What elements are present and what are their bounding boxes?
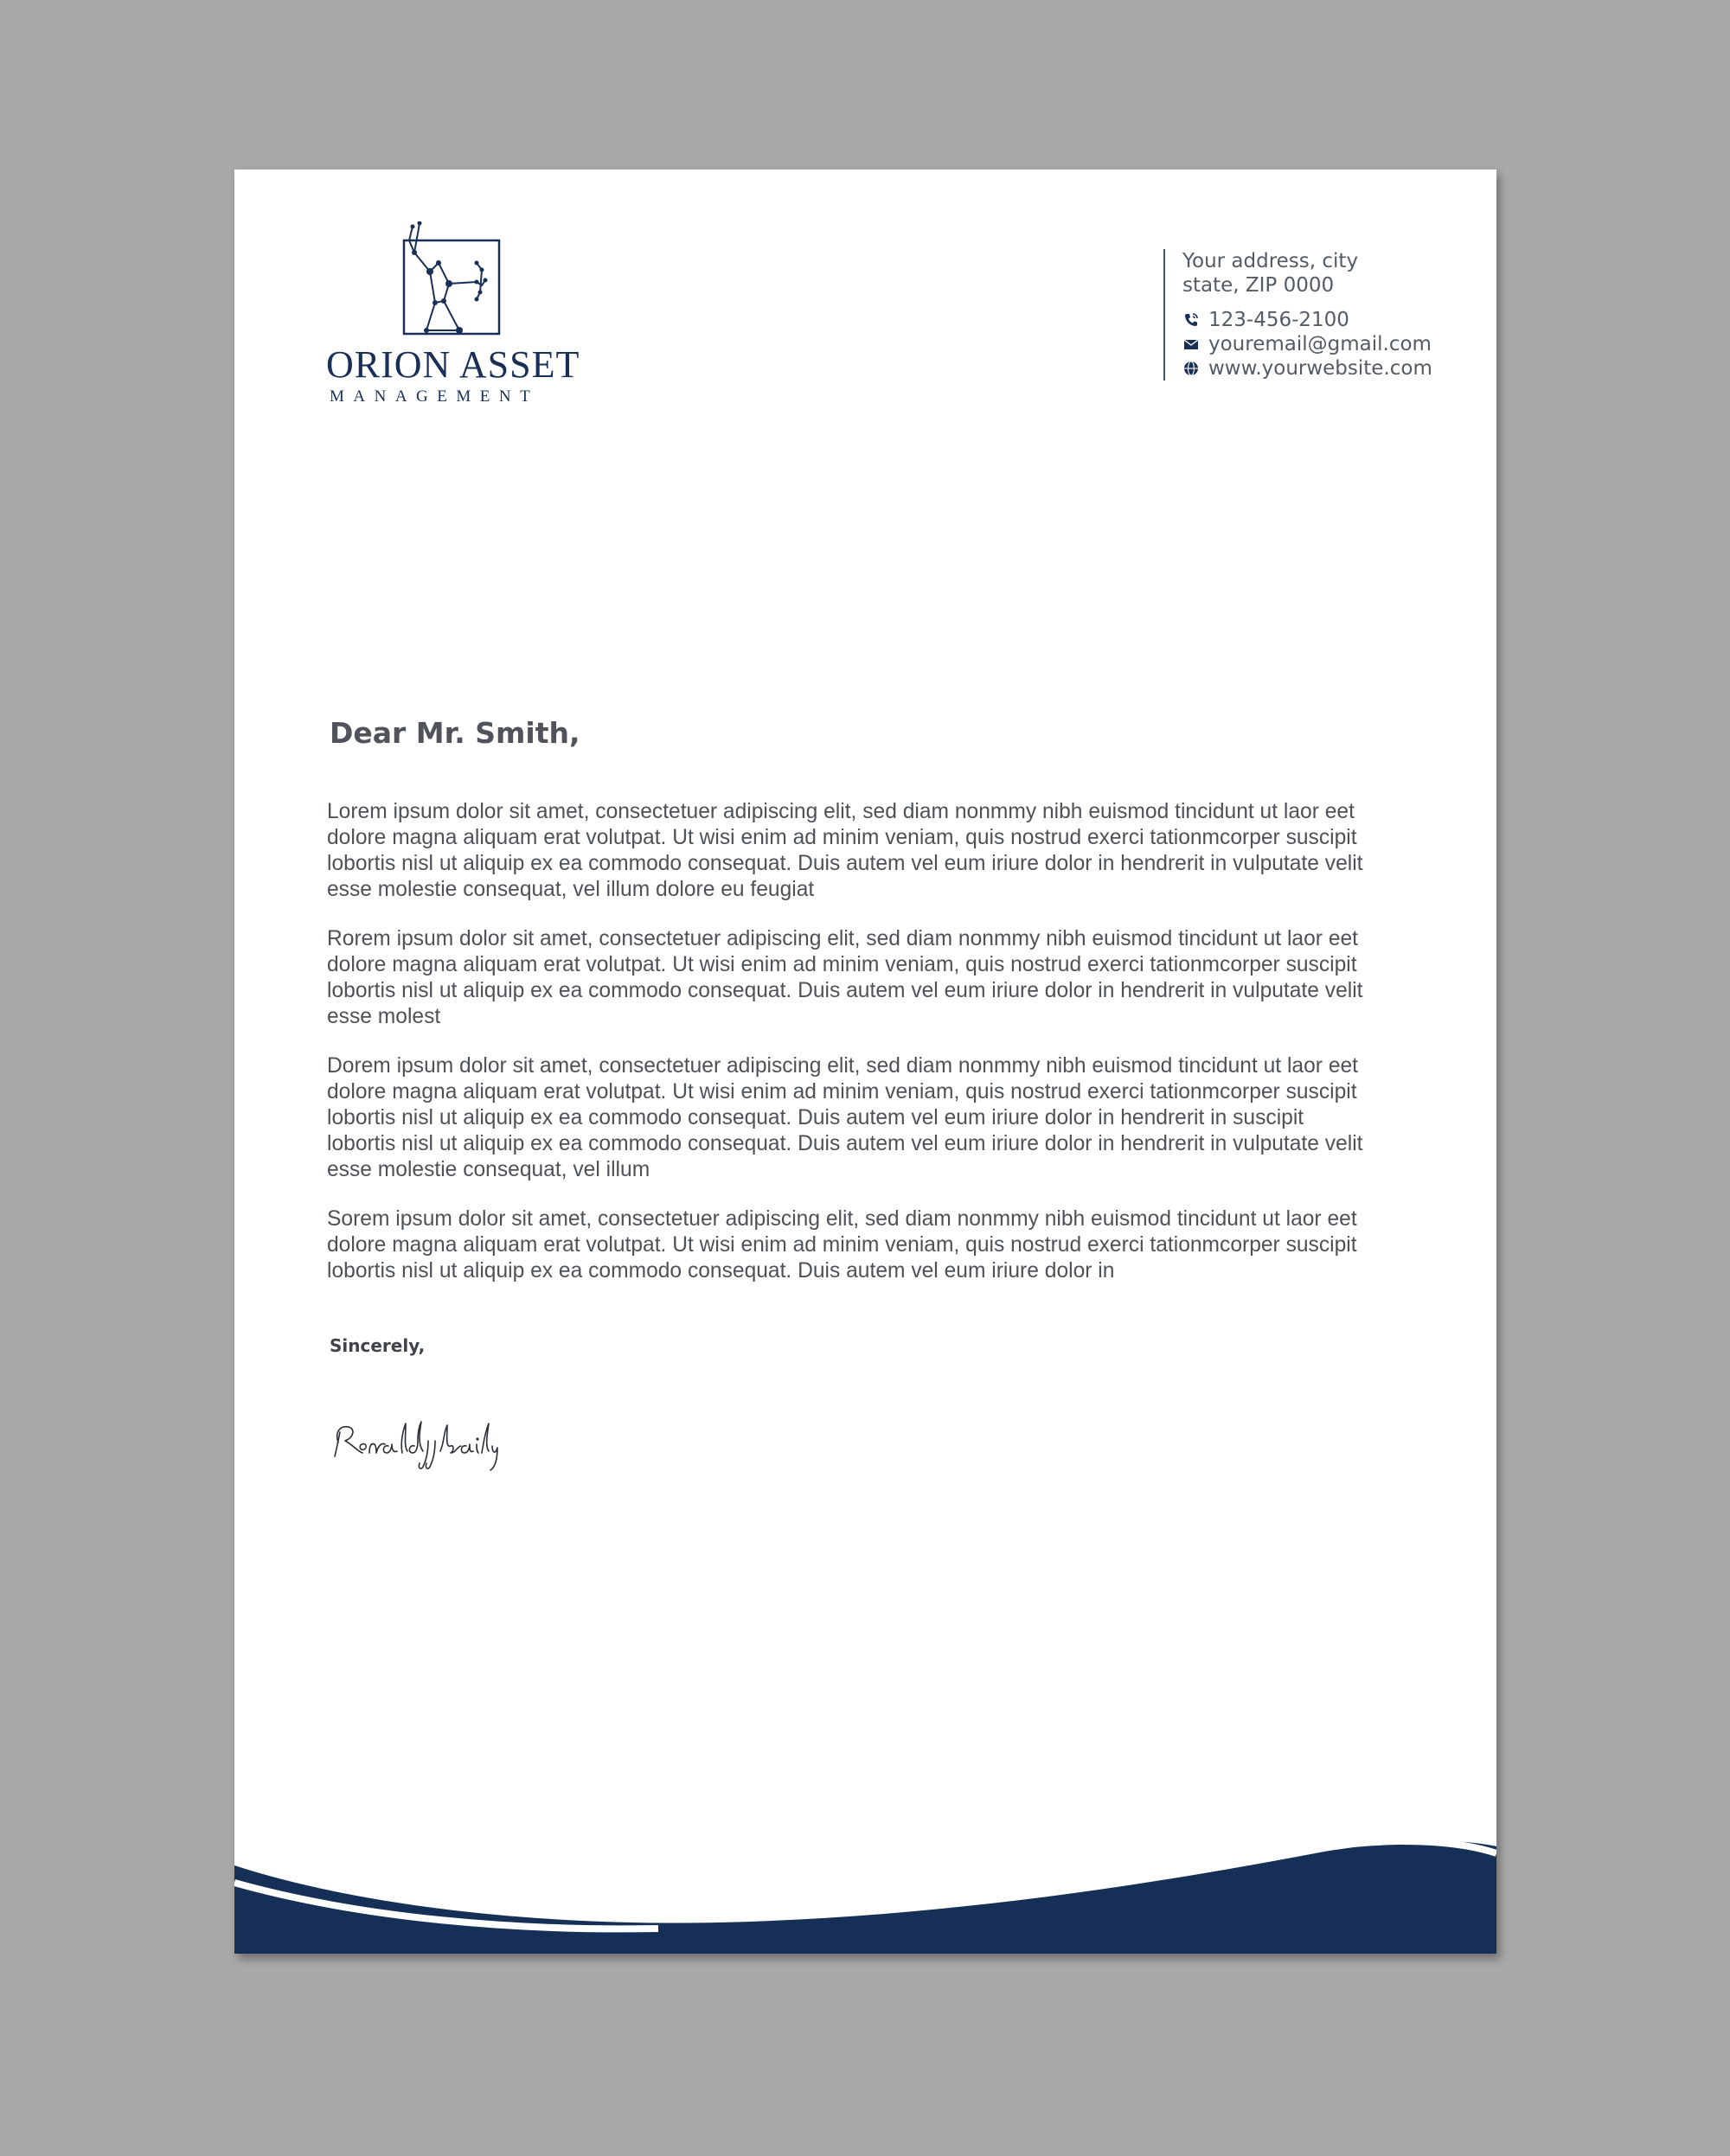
website-url: www.yourwebsite.com: [1208, 357, 1432, 380]
letterhead-page: [234, 170, 1496, 1954]
phone-row: [1182, 308, 1475, 332]
globe-icon: [1182, 360, 1200, 377]
salutation: Dear Mr. Smith,: [330, 716, 580, 750]
address-line-1: Your address, city: [1182, 250, 1359, 272]
body-paragraph: Dorem ipsum dolor sit amet, consectetuer adipiscing elit, sed diam nonmmy nibh euismod tincidunt ut laor eet dolore magna aliquam erat volutpat. Ut wisi enim ad minim veniam, quis nostrud exerci tationmcorper suscipit lobortis nisl ut aliquip ex ea commodo consequat. Duis autem vel eum iriure dolor in hendrerit in suscipit lobortis nisl ut aliquip ex ea commodo consequat. Duis autem vel eum iriure dolor in hendrerit in vulputate velit esse molestie consequat, vel illum: [327, 1054, 1363, 1181]
email-row: [1182, 332, 1475, 356]
address-line-2: state, ZIP 0000: [1182, 274, 1335, 297]
envelope-icon: [1182, 336, 1200, 353]
phone-icon: [1182, 311, 1200, 329]
company-logo: [326, 221, 586, 412]
closing: Sincerely,: [330, 1335, 426, 1356]
website-row: [1182, 356, 1475, 381]
company-subtitle: MANAGEMENT: [330, 387, 540, 406]
body-paragraph: Rorem ipsum dolor sit amet, consectetuer adipiscing elit, sed diam nonmmy nibh euismod tincidunt ut laor eet dolore magna aliquam erat volutpat. Ut wisi enim ad minim veniam, quis nostrud exerci tationmcorper suscipit lobortis nisl ut aliquip ex ea commodo consequat. Duis autem vel eum iriure dolor in hendrerit in vulputate velit esse molest: [327, 927, 1363, 1028]
body-paragraph: Lorem ipsum dolor sit amet, consectetuer adipiscing elit, sed diam nonmmy nibh euismod tincidunt ut laor eet dolore magna aliquam erat volutpat. Ut wisi enim ad minim veniam, quis nostrud exerci tationmcorper suscipit lobortis nisl ut aliquip ex ea commodo consequat. Duis autem vel eum iriure dolor in hendrerit in vulputate velit esse molestie consequat, vel illum dolore eu feugiat: [327, 800, 1363, 901]
constellation-icon: [394, 221, 515, 342]
letter-body: [327, 799, 1365, 1308]
body-paragraph: Sorem ipsum dolor sit amet, consectetuer adipiscing elit, sed diam nonmmy nibh euismod tincidunt ut laor eet dolore magna aliquam erat volutpat. Ut wisi enim ad minim veniam, quis nostrud exerci tationmcorper suscipit lobortis nisl ut aliquip ex ea commodo consequat. Duis autem vel eum iriure dolor in: [327, 1207, 1357, 1283]
contact-block: [1163, 249, 1475, 381]
signature: [328, 1406, 501, 1475]
company-name: ORION ASSET: [326, 343, 580, 386]
email-address: youremail@gmail.com: [1208, 333, 1432, 355]
footer-wave: [234, 1815, 1496, 1954]
phone-number: 123-456-2100: [1208, 309, 1349, 331]
